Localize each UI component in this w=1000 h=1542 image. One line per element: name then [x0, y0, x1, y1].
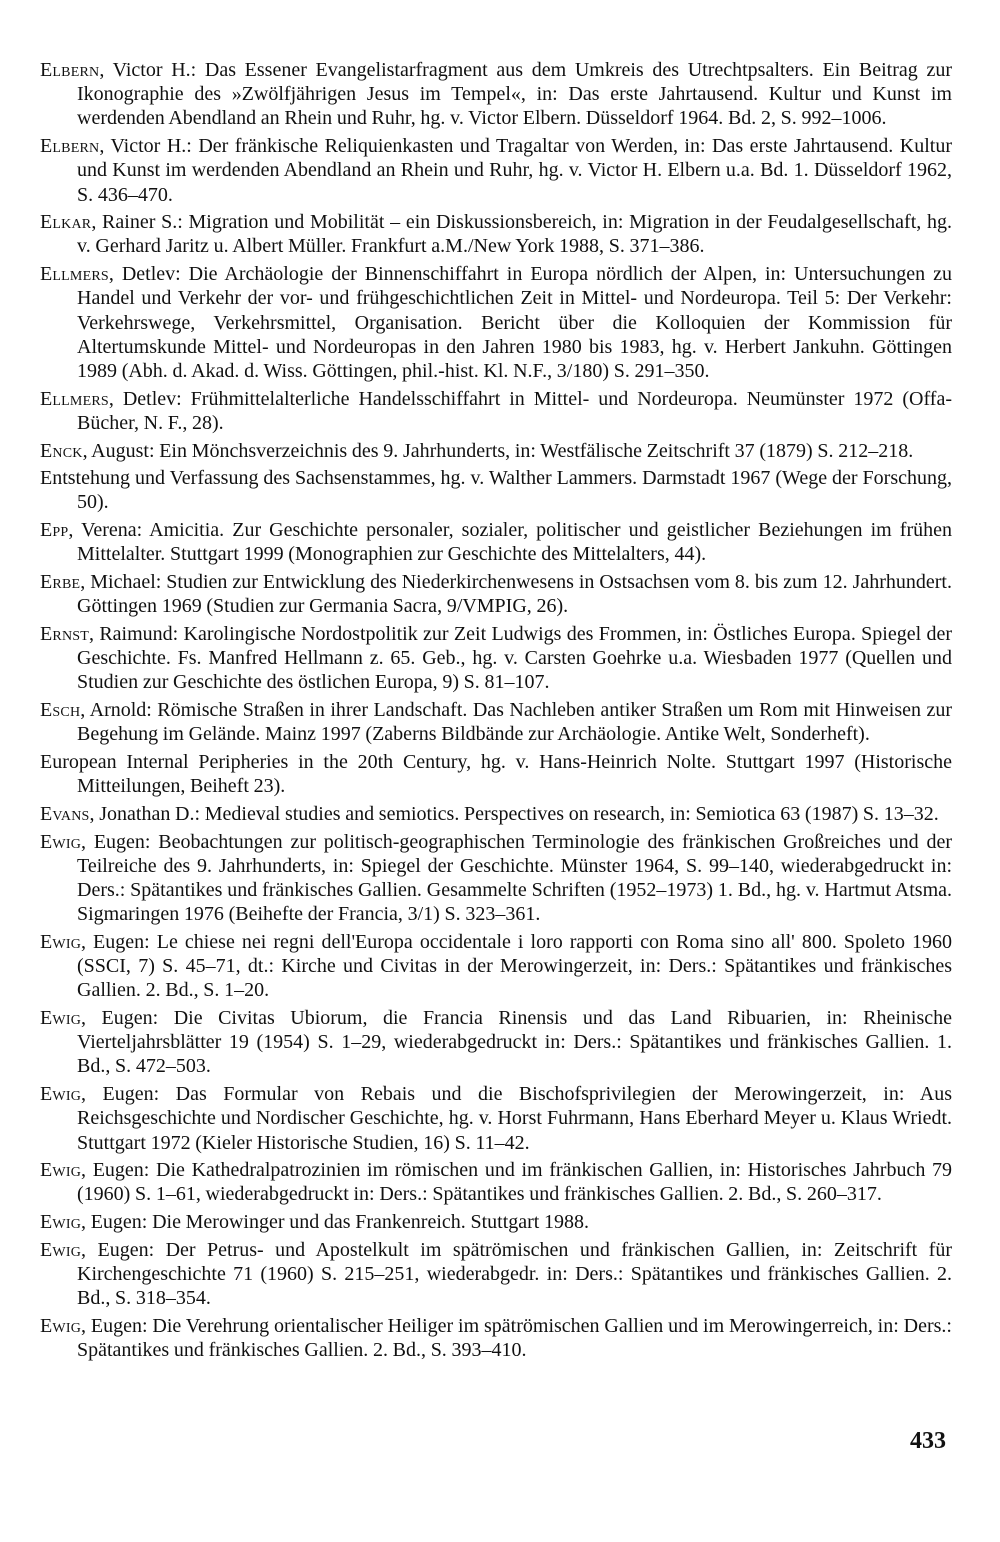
bibliography-entry	[40, 1210, 952, 1234]
entry-text: , Eugen: Le chiese nei regni dell'Europa occidentale i loro rapporti con Roma sino all' 800. Spoleto 1960 (SSCI, 7) S. 45–71, dt.: Kirche und Civitas in der Merowingerzeit, in: Ders.: Spätantikes und fränkisches Gallien. 2. Bd., S. 1–20.	[77, 930, 952, 1002]
entry-text: , Eugen: Beobachtungen zur politisch-geographischen Terminologie des fränkischen Großreiches und der Teilreiche des 9. Jahrhunderts, in: Spiegel der Geschichte. Münster 1964, S. 99–140, wiederabgedruckt in: Ders.: Spätantikes und fränkisches Gallien. Gesammelte Schriften (1952–1973) 1. Bd., hg. v. Hartmut Atsma. Sigmaringen 1976 (Beihefte der Francia, 3/1) S. 323–361.	[77, 830, 952, 926]
entry-text: , Raimund: Karolingische Nordostpolitik zur Zeit Ludwigs des Frommen, in: Östliches Europa. Spiegel der Geschichte. Fs. Manfred Hellmann z. 65. Geb., hg. v. Carsten Goehrke u.a. Wiesbaden 1977 (Quellen und Studien zur Geschichte des östlichen Europa, 9) S. 81–107.	[77, 622, 952, 694]
entry-author: Erbe	[40, 571, 81, 594]
bibliography-entry	[40, 1314, 952, 1362]
bibliography-entry	[40, 622, 952, 695]
bibliography-entry	[40, 570, 952, 618]
entry-author: Ellmers	[40, 263, 109, 286]
entry-author: Elbern	[40, 59, 100, 81]
entry-text: , Detlev: Frühmittelalterliche Handelsschiffahrt in Mittel- und Nordeuropa. Neumünster 1972 (Offa-Bücher, N. F., 28).	[77, 387, 952, 434]
entry-author: Ewig	[40, 1007, 82, 1030]
entry-text: Entstehung und Verfassung des Sachsenstammes, hg. v. Walther Lammers. Darmstadt 1967 (Wege der Forschung, 50).	[40, 467, 952, 514]
entry-author: Ernst	[40, 622, 90, 645]
bibliography-entry	[40, 1082, 952, 1155]
bibliography-entry	[40, 930, 952, 1003]
entry-author: Epp	[40, 519, 69, 542]
bibliography-entry	[40, 698, 952, 746]
entry-text: , Detlev: Die Archäologie der Binnenschiffahrt in Europa nördlich der Alpen, in: Untersuchungen zu Handel und Verkehr der vor- und frühgeschichtlichen Zeit in Mittel- und Nordeuropa. Teil 5: Der Verkehr: Verkehrswege, Verkehrsmittel, Organisation. Bericht über die Kolloquien der Kommission für Altertumskunde Mittel- und Nordeuropas in den Jahren 1980 bis 1983, hg. v. Herbert Jankuhn. Göttingen 1989 (Abh. d. Akad. d. Wiss. Göttingen, phil.-hist. Kl. N.F., 3/180) S. 291–350.	[77, 263, 952, 382]
entry-text: , August: Ein Mönchsverzeichnis des 9. Jahrhunderts, in: Westfälische Zeitschrift 37 (1879) S. 212–218.	[82, 439, 914, 462]
bibliography-entry	[40, 1006, 952, 1079]
entry-text: , Victor H.: Der fränkische Reliquienkasten und Tragaltar von Werden, in: Das erste Jahrtausend. Kultur und Kunst im werdenden Abendland an Rhein und Ruhr, hg. v. Victor H. Elbern u.a. Bd. 1. Düsseldorf 1962, S. 436–470.	[77, 135, 952, 206]
bibliography-entry	[40, 1158, 952, 1206]
entry-text: , Arnold: Römische Straßen in ihrer Landschaft. Das Nachleben antiker Straßen um Rom mit Hinweisen zur Begehung im Gelände. Mainz 1997 (Zaberns Bildbände zur Archäologie. Antike Welt, Sonderheft).	[77, 699, 952, 746]
entry-author: Ewig	[40, 1211, 82, 1234]
entry-author: Ewig	[40, 830, 82, 853]
entry-text: , Eugen: Das Formular von Rebais und die Bischofsprivilegien der Merowingerzeit, in: Aus Reichsgeschichte und Nordischer Geschichte, hg. v. Horst Fuhrmann, Hans Eberhard Meyer u. Klaus Wriedt. Stuttgart 1972 (Kieler Historische Studien, 16) S. 11–42.	[77, 1083, 952, 1154]
entry-text: , Rainer S.: Migration und Mobilität – ein Diskussionsbereich, in: Migration in der Feudalgesellschaft, hg. v. Gerhard Jaritz u. Albert Müller. Frankfurt a.M./New York 1988, S. 371–386.	[77, 211, 952, 258]
bibliography-entry	[40, 134, 952, 207]
entry-author: Ewig	[40, 1238, 82, 1261]
entry-text: European Internal Peripheries in the 20th Century, hg. v. Hans-Heinrich Nolte. Stuttgart 1997 (Historische Mitteilungen, Beiheft 23).	[40, 750, 952, 798]
entry-author: Esch	[40, 699, 81, 722]
entry-author: Ellmers	[40, 387, 109, 410]
bibliography-entry	[40, 210, 952, 258]
bibliography-entry	[40, 518, 952, 566]
entry-text: , Eugen: Die Civitas Ubiorum, die Francia Rinensis und das Land Ribuarien, in: Rheinische Vierteljahrsblätter 19 (1954) S. 1–29, wiederabgedruckt in: Ders.: Spätantikes und fränkisches Gallien. 1. Bd., S. 472–503.	[77, 1007, 952, 1078]
entry-text: , Eugen: Die Kathedralpatrozinien im römischen und im fränkischen Gallien, in: Historisches Jahrbuch 79 (1960) S. 1–61, wiederabgedruckt in: Ders.: Spätantikes und fränkisches Gallien. 2. Bd., S. 260–317.	[77, 1159, 952, 1206]
entry-author: Elbern	[40, 135, 100, 158]
entry-text: , Verena: Amicitia. Zur Geschichte personaler, sozialer, politischer und geistlicher Beziehungen im frühen Mittelalter. Stuttgart 1999 (Monographien zur Geschichte des Mittelalters, 44).	[68, 519, 952, 566]
entry-text: , Michael: Studien zur Entwicklung des Niederkirchenwesens in Ostsachsen vom 8. bis zum 12. Jahrhundert. Göttingen 1969 (Studien zur Germania Sacra, 9/VMPIG, 26).	[77, 571, 952, 618]
entry-text: , Eugen: Die Merowinger und das Frankenreich. Stuttgart 1988.	[81, 1211, 590, 1234]
entry-author: Enck	[40, 439, 83, 462]
bibliography-entry	[40, 750, 952, 798]
page-number: 433	[910, 1428, 946, 1454]
bibliography-entry	[40, 466, 952, 514]
entry-text: , Eugen: Der Petrus- und Apostelkult im spätrömischen und fränkischen Gallien, in: Zeitschrift für Kirchengeschichte 71 (1960) S. 215–251, wiederabgedr. in: Ders.: Spätantikes und fränkisches Gallien. 2. Bd., S. 318–354.	[77, 1238, 952, 1310]
entry-author: Evans	[40, 802, 90, 825]
bibliography-entry	[40, 387, 952, 435]
entry-author: Ewig	[40, 1314, 82, 1337]
bibliography-entry	[40, 58, 952, 131]
bibliography-entry	[40, 830, 952, 927]
bibliography-entry	[40, 802, 952, 826]
entry-author: Ewig	[40, 930, 82, 953]
bibliography-list	[40, 58, 952, 1366]
entry-text: , Eugen: Die Verehrung orientalischer Heiliger im spätrömischen Gallien und im Merowingerreich, in: Ders.: Spätantikes und fränkisches Gallien. 2. Bd., S. 393–410.	[77, 1314, 952, 1362]
entry-text: , Jonathan D.: Medieval studies and semiotics. Perspectives on research, in: Semiotica 63 (1987) S. 13–32.	[89, 802, 939, 825]
bibliography-entry	[40, 439, 952, 463]
bibliography-entry	[40, 1238, 952, 1311]
entry-author: Ewig	[40, 1159, 82, 1182]
bibliography-entry	[40, 262, 952, 383]
entry-author: Elkar	[40, 211, 92, 234]
entry-author: Ewig	[40, 1083, 82, 1106]
entry-text: , Victor H.: Das Essener Evangelistarfragment aus dem Umkreis des Utrechtpsalters. Ein Beitrag zur Ikonographie des »Zwölfjährigen Jesus im Tempel«, in: Das erste Jahrtausend. Kultur und Kunst im werdenden Abendland an Rhein und Ruhr, hg. v. Victor Elbern. Düsseldorf 1964. Bd. 2, S. 992–1006.	[77, 59, 952, 130]
